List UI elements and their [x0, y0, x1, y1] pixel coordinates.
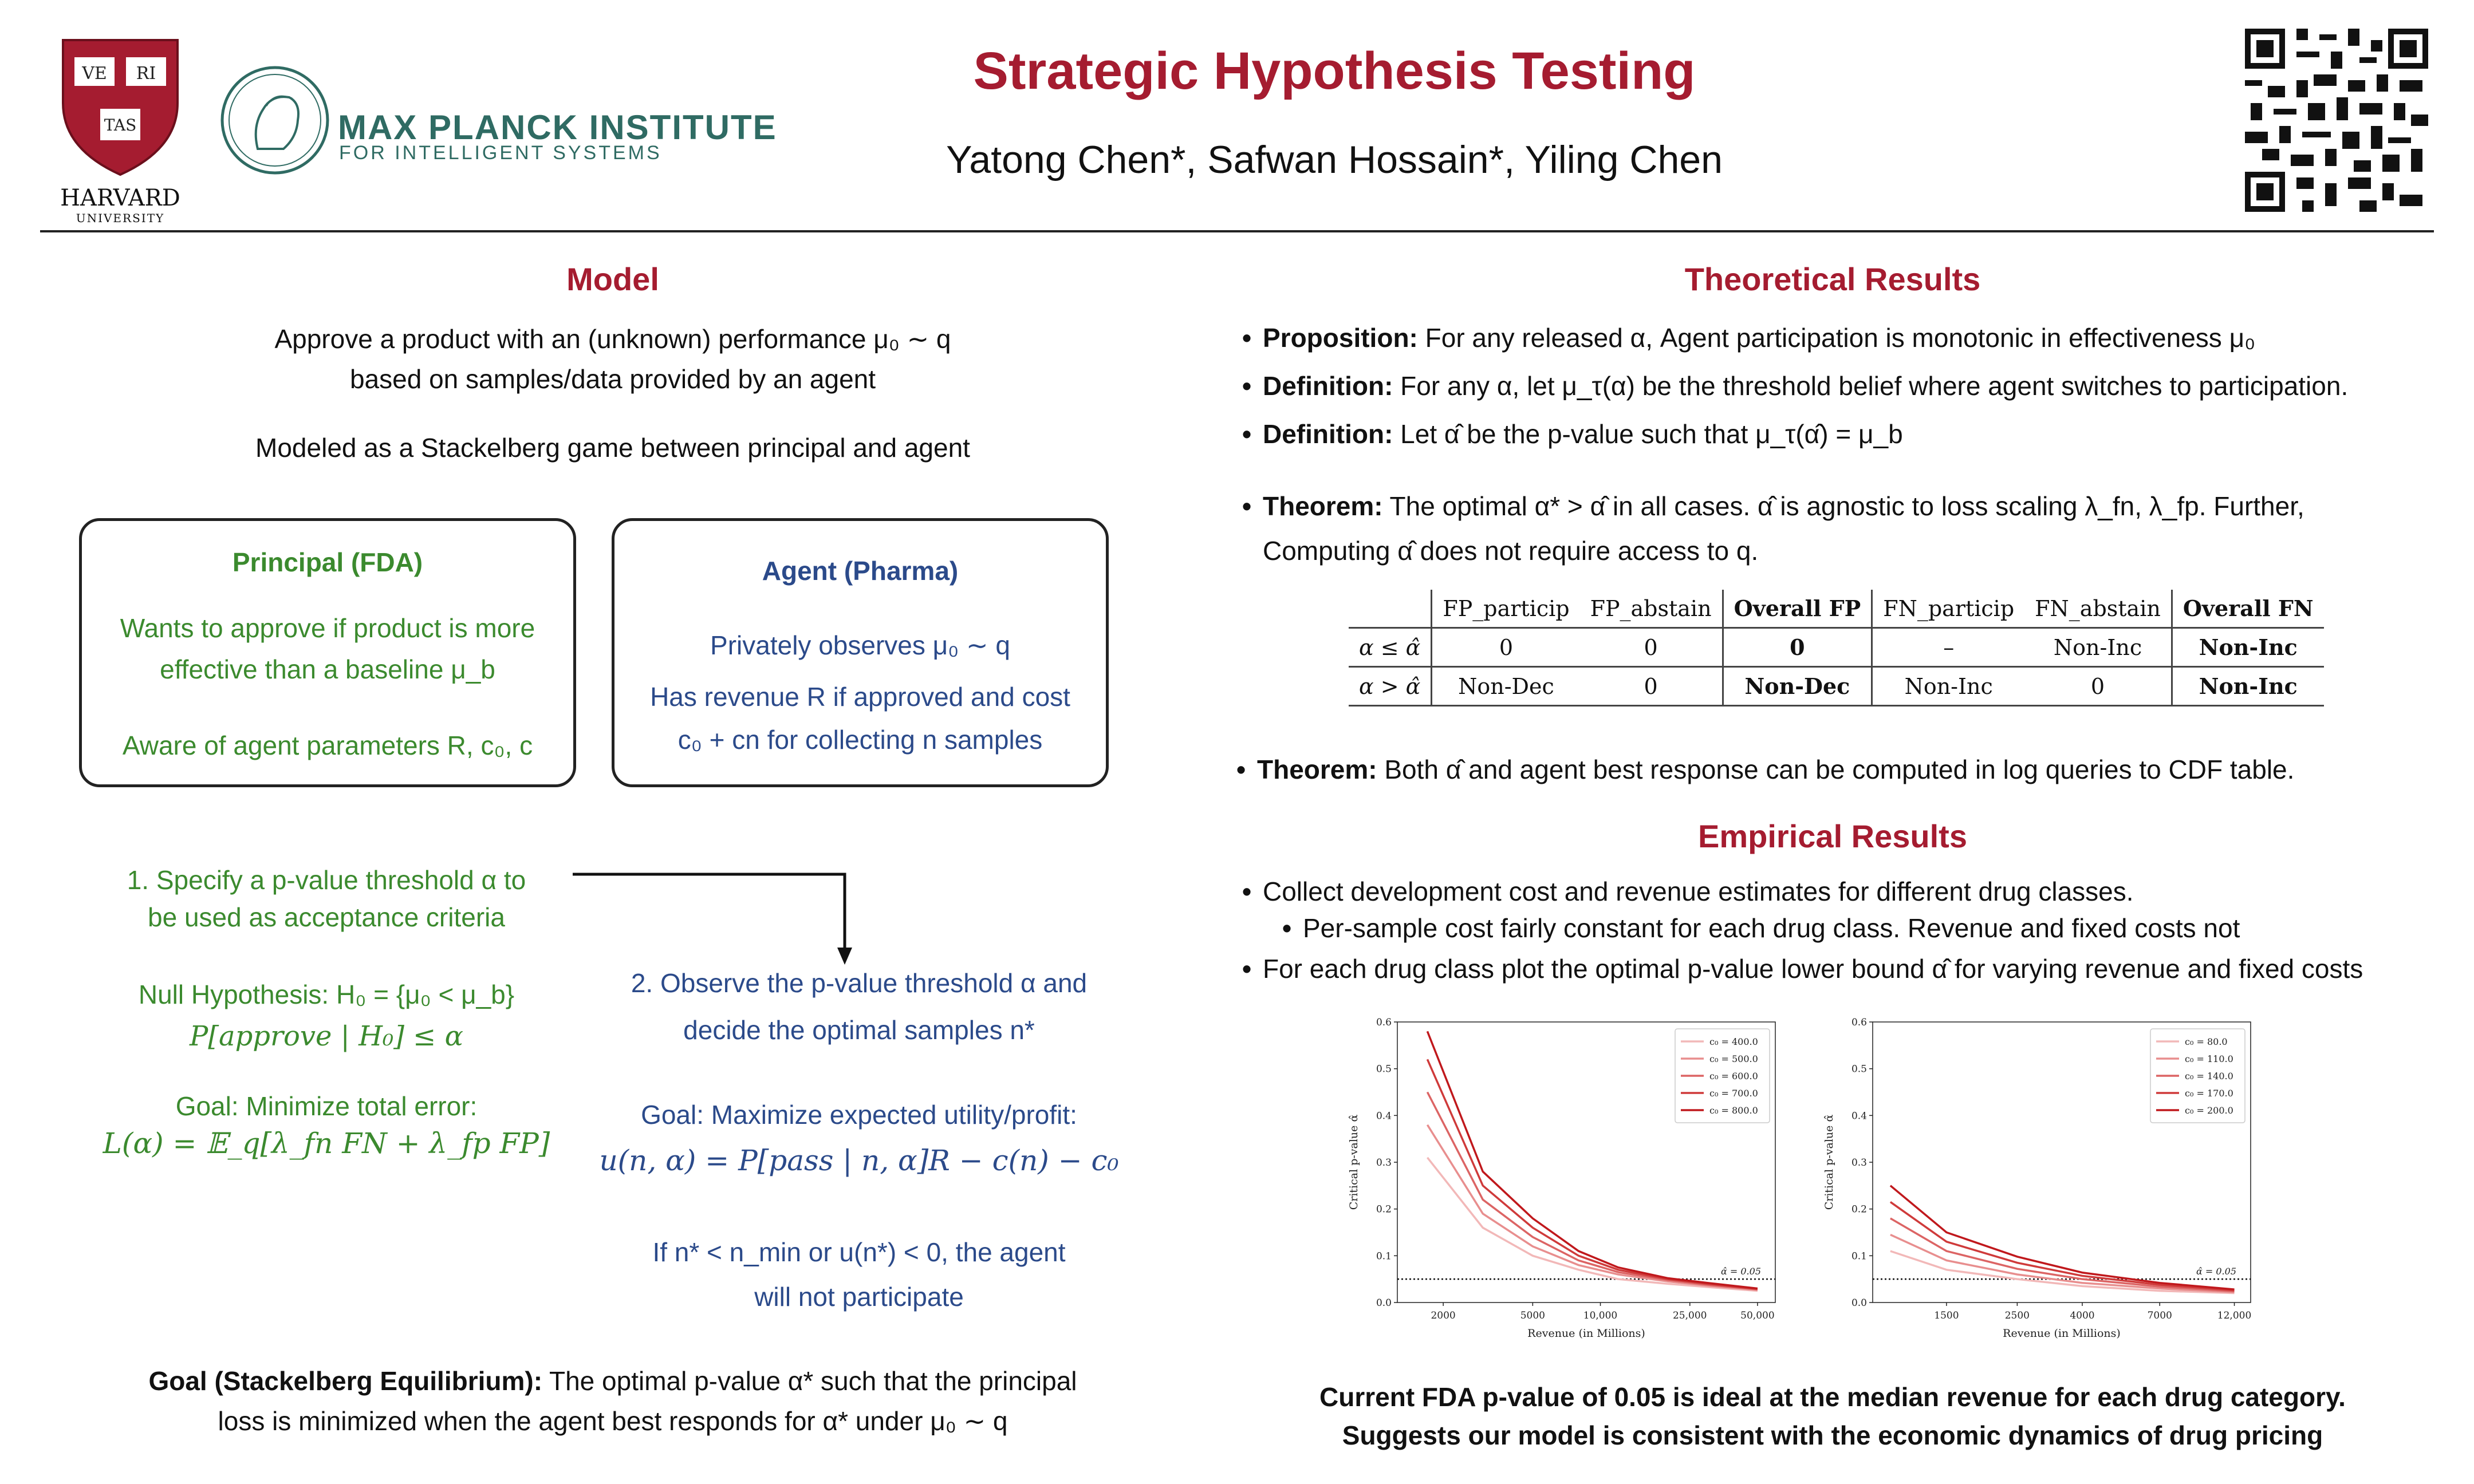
mpi-logo	[218, 63, 777, 177]
table-cell: Non-Inc	[2172, 667, 2323, 706]
table-cell: Non-Dec	[1432, 667, 1580, 706]
table-cell: 0	[1580, 667, 1723, 706]
y-tick-label: 0.3	[1851, 1157, 1867, 1169]
table-cell: 0	[1432, 628, 1580, 667]
step2-line1: 2. Observe the p-value threshold α and	[631, 968, 1088, 998]
x-tick-label: 7000	[2147, 1310, 2172, 1321]
qr-code-icon	[2245, 29, 2428, 212]
y-tick-label: 0.0	[1376, 1297, 1392, 1309]
harvard-logo	[52, 34, 189, 223]
page-title: Strategic Hypothesis Testing	[973, 42, 1696, 100]
header-divider	[40, 230, 2434, 232]
reference-line-label: α̂ = 0.05	[1720, 1266, 1761, 1277]
agent-goal-line1: Goal: Maximize expected utility/profit:	[641, 1100, 1077, 1130]
legend-label: c₀ = 800.0	[1709, 1105, 1758, 1116]
table-cell: Non-Inc	[1872, 667, 2024, 706]
authors: Yatong Chen*, Safwan Hossain*, Yiling Chen	[946, 138, 1723, 181]
y-tick-label: 0.1	[1376, 1250, 1392, 1262]
participation-condition-line2: will not participate	[754, 1282, 964, 1312]
empirical-bullets	[1240, 873, 2443, 910]
y-tick-label: 0.4	[1851, 1110, 1867, 1122]
theory-section-title: Theoretical Results	[1684, 261, 1981, 297]
table-cell: 0	[1580, 628, 1723, 667]
y-tick-label: 0.5	[1376, 1063, 1392, 1075]
y-tick-label: 0.2	[1851, 1203, 1867, 1215]
theorem-1	[1240, 482, 2443, 530]
legend-label: c₀ = 200.0	[2185, 1105, 2233, 1116]
results-table	[1349, 590, 2324, 707]
mpi-line2: FOR INTELLIGENT SYSTEMS	[339, 142, 662, 164]
theorem-1-line2: Computing α̂ does not require access to q.	[1263, 536, 1759, 566]
legend-label: c₀ = 400.0	[1709, 1036, 1758, 1047]
flow-arrow-icon	[567, 867, 865, 968]
theorem-2-text: • Theorem: Both α̂ and agent best response can be computed in log queries to CDF table.	[1234, 745, 2437, 794]
step1-line2: be used as acceptance criteria	[148, 902, 505, 932]
results-table-wrap	[1349, 590, 2324, 707]
legend-label: c₀ = 110.0	[2185, 1053, 2233, 1064]
harvard-sub: UNIVERSITY	[76, 211, 165, 225]
x-tick-label: 2000	[1431, 1310, 1456, 1321]
y-tick-label: 0.3	[1376, 1157, 1392, 1169]
x-tick-label: 12,000	[2217, 1310, 2252, 1321]
harvard-name: HARVARD	[60, 185, 180, 211]
principal-line2: effective than a baseline μ_b	[160, 654, 495, 684]
table-header: FP_abstain	[1580, 590, 1723, 628]
harvard-shield-icon	[52, 34, 189, 177]
legend-label: c₀ = 80.0	[2185, 1036, 2228, 1047]
theorem-2	[1234, 745, 2437, 794]
x-tick-label: 4000	[2070, 1310, 2095, 1321]
equilibrium-goal-line2: loss is minimized when the agent best responds for α* under μ₀ ∼ q	[218, 1406, 1008, 1436]
agent-line2: Has revenue R if approved and cost	[650, 682, 1070, 712]
model-intro-line1: Approve a product with an (unknown) performance μ₀ ∼ q	[274, 324, 951, 354]
empirical-section-title: Empirical Results	[1698, 818, 1967, 854]
equilibrium-goal-line1	[40, 1365, 1185, 1396]
x-axis-label: Revenue (in Millions)	[1527, 1327, 1645, 1340]
y-tick-label: 0.1	[1851, 1250, 1867, 1262]
theory-bullets	[1240, 314, 2443, 458]
agent-line3: c₀ + cn for collecting n samples	[677, 725, 1043, 755]
table-cell: Non-Dec	[1723, 667, 1872, 706]
table-row	[1349, 667, 2324, 706]
theorem-1-text: • Theorem: The optimal α* > α̂ in all cases. α̂ is agnostic to loss scaling λ_fn, λ_fp. Further,	[1240, 482, 2443, 530]
table-cell: 0	[2024, 667, 2172, 706]
table-cell: 0	[1723, 628, 1872, 667]
participation-condition-line1: If n* < n_min or u(n*) < 0, the agent	[652, 1237, 1066, 1267]
x-tick-label: 2500	[2004, 1310, 2030, 1321]
minerva-icon	[218, 63, 332, 177]
y-axis-label: Critical p-value α̂	[1823, 1114, 1835, 1210]
table-header-row	[1349, 590, 2324, 628]
model-intro-line3: Modeled as a Stackelberg game between principal and agent	[255, 433, 970, 463]
equilibrium-goal-label: Goal (Stackelberg Equilibrium):	[148, 1366, 543, 1396]
shield-text-ri: RI	[136, 64, 156, 84]
shield-text-ve: VE	[82, 64, 107, 84]
mpi-line1: MAX PLANCK INSTITUTE	[338, 108, 777, 147]
x-tick-label: 10,000	[1583, 1310, 1618, 1321]
theory-bullet-definition-2: • Definition: Let α̂ be the p-value such that μ_τ(α̂) = μ_b	[1240, 410, 2443, 458]
principal-line1: Wants to approve if product is more	[120, 613, 535, 643]
step2-line2: decide the optimal samples n*	[683, 1015, 1035, 1045]
x-tick-label: 5000	[1520, 1310, 1545, 1321]
table-cell: Non-Inc	[2024, 628, 2172, 667]
x-axis-label: Revenue (in Millions)	[2003, 1327, 2121, 1340]
shield-text-tas: TAS	[104, 116, 137, 135]
revenue-chart-1	[1334, 1011, 1793, 1354]
legend-label: c₀ = 500.0	[1709, 1053, 1758, 1064]
legend-label: c₀ = 140.0	[2185, 1071, 2233, 1082]
table-header: FN_particip	[1872, 590, 2024, 628]
table-header: Overall FP	[1723, 590, 1872, 628]
y-tick-label: 0.6	[1851, 1017, 1867, 1028]
reference-line-label: α̂ = 0.05	[2196, 1266, 2236, 1277]
table-cell: –	[1872, 628, 2024, 667]
x-tick-label: 25,000	[1672, 1310, 1707, 1321]
y-tick-label: 0.6	[1376, 1017, 1392, 1028]
agent-goal-line2: u(n, α) = P[pass | n, α]R − c(n) − c₀	[599, 1144, 1119, 1177]
y-axis-label: Critical p-value α̂	[1348, 1114, 1360, 1210]
empirical-sub-bullet-1: • Per-sample cost fairly constant for each drug class. Revenue and fixed costs not	[1280, 910, 2425, 946]
table-cell: α > α̂	[1349, 667, 1432, 706]
model-section-title: Model	[566, 261, 659, 297]
empirical-sub-bullets	[1280, 910, 2425, 946]
y-tick-label: 0.4	[1376, 1110, 1392, 1122]
theory-bullet-proposition: • Proposition: For any released α, Agent participation is monotonic in effectiveness μ₀	[1240, 314, 2443, 362]
principal-goal-line1: Goal: Minimize total error:	[175, 1091, 478, 1121]
table-cell: α ≤ α̂	[1349, 628, 1432, 667]
y-tick-label: 0.2	[1376, 1203, 1392, 1215]
conclusion-line1: Current FDA p-value of 0.05 is ideal at the median revenue for each drug category.	[1319, 1382, 2346, 1412]
legend-label: c₀ = 700.0	[1709, 1088, 1758, 1099]
null-hypothesis-line1: Null Hypothesis: H₀ = {μ₀ < μ_b}	[138, 980, 515, 1009]
step1-line1: 1. Specify a p-value threshold α to	[127, 865, 526, 895]
empirical-bullet-1: • Collect development cost and revenue estimates for different drug classes.	[1240, 873, 2443, 910]
table-header: FN_abstain	[2024, 590, 2172, 628]
table-header: Overall FN	[2172, 590, 2323, 628]
principal-line3: Aware of agent parameters R, c₀, c	[122, 731, 533, 760]
agent-box	[612, 518, 1109, 787]
x-tick-label: 1500	[1934, 1310, 1959, 1321]
conclusion-line2: Suggests our model is consistent with the economic dynamics of drug pricing	[1342, 1420, 2323, 1450]
model-intro-line2: based on samples/data provided by an agent	[349, 364, 876, 394]
table-header: FP_particip	[1432, 590, 1580, 628]
legend-label: c₀ = 170.0	[2185, 1088, 2233, 1099]
empirical-bullets-2	[1240, 950, 2471, 987]
table-row	[1349, 628, 2324, 667]
empirical-bullet-2: • For each drug class plot the optimal p-value lower bound α̂ for varying revenue and fixed costs	[1240, 950, 2471, 987]
principal-heading: Principal (FDA)	[232, 547, 423, 577]
agent-heading: Agent (Pharma)	[762, 556, 959, 586]
equilibrium-goal-text: The optimal p-value α* such that the principal	[542, 1366, 1077, 1396]
table-header	[1349, 590, 1432, 628]
principal-goal-line2: L(α) = 𝔼_q[λ_fn FN + λ_fp FP]	[103, 1127, 550, 1160]
y-tick-label: 0.5	[1851, 1063, 1867, 1075]
null-hypothesis-line2: P[approve | H₀] ≤ α	[189, 1020, 464, 1052]
theory-bullet-definition-1: • Definition: For any α, let μ_τ(α) be the threshold belief where agent switches to participation.	[1240, 362, 2443, 410]
revenue-chart-2	[1810, 1011, 2268, 1354]
y-tick-label: 0.0	[1851, 1297, 1867, 1309]
agent-line1: Privately observes μ₀ ∼ q	[710, 630, 1010, 660]
x-tick-label: 50,000	[1740, 1310, 1775, 1321]
table-cell: Non-Inc	[2172, 628, 2323, 667]
principal-box	[79, 518, 576, 787]
legend-label: c₀ = 600.0	[1709, 1071, 1758, 1082]
